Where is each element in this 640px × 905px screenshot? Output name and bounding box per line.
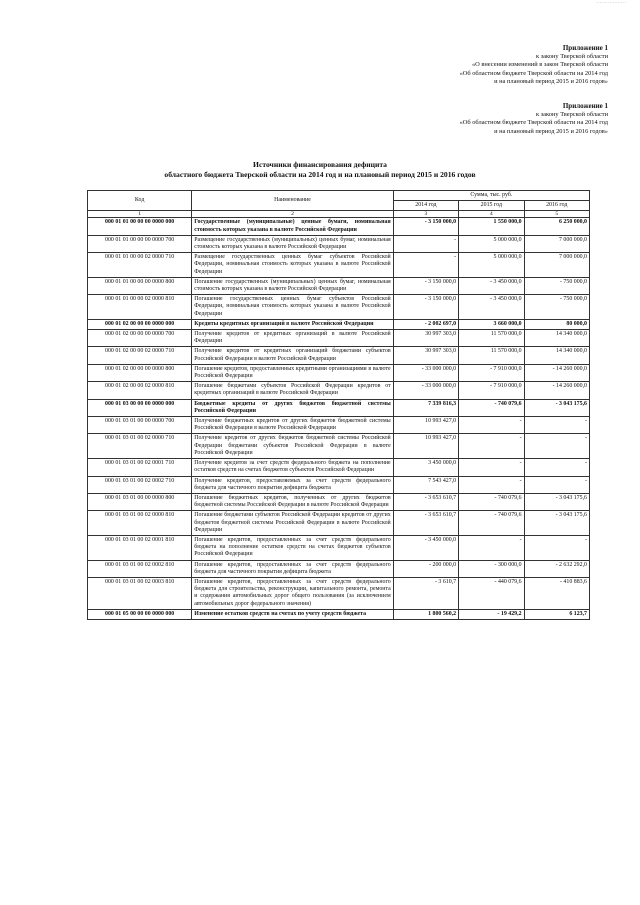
row-code: 000 01 03 01 00 02 0003 810	[88, 577, 192, 609]
row-value-2015: 3 660 000,0	[459, 319, 524, 329]
appendix-main-line: «Об областном бюджете Тверской области на 2014 год	[459, 69, 608, 77]
column-number: 3	[393, 211, 458, 218]
row-value-2014: 7 339 816,3	[393, 399, 458, 416]
row-name: Погашение государственных ценных бумаг субъектов Российской Федерации, номинальная стоимость которых указана в валюте Российской Федерации	[192, 295, 393, 320]
header-year-2016: 2016 год	[524, 201, 589, 211]
column-number: 5	[524, 211, 589, 218]
row-value-2015: -	[459, 434, 524, 459]
row-value-2015: 11 570 000,0	[459, 347, 524, 364]
row-value-2014: 7 543 427,0	[393, 476, 458, 493]
row-code: 000 01 02 00 00 02 0000 710	[88, 347, 192, 364]
table-row	[88, 560, 590, 577]
row-value-2014: -	[393, 235, 458, 252]
row-value-2014: 3 450 000,0	[393, 459, 458, 476]
row-code: 000 01 03 01 00 02 0002 810	[88, 560, 192, 577]
row-name: Погашение кредитов, предоставленных за счет средств федерального бюджета для частичного покрытия дефицита бюджета	[192, 560, 393, 577]
header-year-2015: 2015 год	[459, 201, 524, 211]
row-value-2014: - 3 450 000,0	[393, 535, 458, 560]
table-row	[88, 577, 590, 609]
row-code: 000 01 02 00 00 00 0000 700	[88, 330, 192, 347]
table-row	[88, 459, 590, 476]
table-header-row	[88, 191, 590, 201]
appendix-sub-heading: Приложение 1	[562, 102, 608, 110]
row-code: 000 01 03 01 00 00 0000 800	[88, 493, 192, 510]
row-value-2015: -	[459, 417, 524, 434]
row-value-2016: - 750 000,0	[524, 295, 589, 320]
row-code: 000 01 01 00 00 02 0000 710	[88, 253, 192, 278]
row-value-2015: -	[459, 476, 524, 493]
row-value-2016: - 3 043 175,6	[524, 511, 589, 536]
row-value-2016: 7 000 000,0	[524, 235, 589, 252]
appendix-main-line: «О внесении изменений в закон Тверской области	[471, 61, 608, 69]
row-name: Погашение бюджетами субъектов Российской Федерации кредитов от других бюджетов бюджетной системы Российской Федерации в валюте Российской Федерации	[192, 511, 393, 536]
row-name: Государственные (муниципальные) ценные бумаги, номинальная стоимость которых указана в валюте Российской Федерации	[192, 218, 393, 235]
row-value-2016: - 410 883,6	[524, 577, 589, 609]
row-name: Погашение бюджетных кредитов, полученных от других бюджетов бюджетной системы Российской Федерации в валюте Российской Федерации	[192, 493, 393, 510]
row-code: 000 01 03 01 00 00 0000 700	[88, 417, 192, 434]
row-value-2016: 14 340 000,0	[524, 347, 589, 364]
row-code: 000 01 02 00 00 00 0000 000	[88, 319, 192, 329]
column-number: 4	[459, 211, 524, 218]
row-value-2016: - 14 260 000,0	[524, 364, 589, 381]
table-row	[88, 382, 590, 399]
row-value-2015: - 3 450 000,0	[459, 295, 524, 320]
table-row	[88, 535, 590, 560]
header-name: Наименование	[192, 191, 393, 211]
row-value-2016: - 3 043 175,6	[524, 493, 589, 510]
row-name: Получение бюджетных кредитов от других бюджетов бюджетной системы Российской Федерации в валюте Российской Федерации	[192, 417, 393, 434]
row-value-2015: - 19 429,2	[459, 609, 524, 619]
title-line-2: областного бюджета Тверской области на 2014 год и на плановый период 2015 и 2016 годов	[164, 170, 476, 179]
row-value-2014: - 33 000 000,0	[393, 364, 458, 381]
row-value-2016: -	[524, 535, 589, 560]
header-year-2014: 2014 год	[393, 201, 458, 211]
table-row	[88, 417, 590, 434]
table-row	[88, 609, 590, 619]
row-code: 000 01 03 01 00 02 0000 810	[88, 511, 192, 536]
row-value-2015: - 3 450 000,0	[459, 277, 524, 294]
appendix-sub-line: и на плановый период 2015 и 2016 годов»	[494, 127, 608, 135]
row-code: 000 01 03 01 00 02 0001 710	[88, 459, 192, 476]
table-row	[88, 493, 590, 510]
row-value-2016: 6 123,7	[524, 609, 589, 619]
row-value-2016: 80 000,0	[524, 319, 589, 329]
row-value-2015: - 440 079,6	[459, 577, 524, 609]
table-row	[88, 364, 590, 381]
appendix-main	[460, 44, 608, 87]
table-row	[88, 295, 590, 320]
row-value-2014: - 3 150 000,0	[393, 295, 458, 320]
row-code: 000 01 02 00 00 02 0000 810	[88, 382, 192, 399]
appendix-main-heading: Приложение 1	[562, 44, 608, 52]
row-value-2016: -	[524, 417, 589, 434]
row-value-2016: -	[524, 434, 589, 459]
row-value-2014: 30 997 303,0	[393, 347, 458, 364]
table-body	[88, 218, 590, 620]
row-value-2015: 11 570 000,0	[459, 330, 524, 347]
row-value-2016: - 2 632 292,0	[524, 560, 589, 577]
row-name: Погашение кредитов, предоставленных кредитными организациями в валюте Российской Федерации	[192, 364, 393, 381]
row-value-2014: - 3 150 000,0	[393, 218, 458, 235]
row-value-2015: - 300 000,0	[459, 560, 524, 577]
row-name: Получение кредитов за счет средств федерального бюджета на пополнение остатков средств на счетах бюджетов субъектов Российской Федерации	[192, 459, 393, 476]
financing-sources-table	[87, 190, 590, 620]
row-value-2014: - 3 610,7	[393, 577, 458, 609]
appendix-sub	[460, 102, 608, 136]
row-name: Получение кредитов от кредитных организаций в валюте Российской Федерации	[192, 330, 393, 347]
row-code: 000 01 01 00 00 00 0000 800	[88, 277, 192, 294]
row-value-2015: 5 000 000,0	[459, 235, 524, 252]
row-value-2015: -	[459, 535, 524, 560]
table-row	[88, 511, 590, 536]
row-value-2014: - 200 000,0	[393, 560, 458, 577]
row-value-2016: - 3 043 175,6	[524, 399, 589, 416]
row-value-2016: - 14 260 000,0	[524, 382, 589, 399]
row-value-2015: - 7 910 000,0	[459, 382, 524, 399]
row-code: 000 01 01 00 00 02 0000 810	[88, 295, 192, 320]
row-value-2014: 10 993 427,0	[393, 434, 458, 459]
row-value-2015: 5 000 000,0	[459, 253, 524, 278]
row-value-2016: -	[524, 459, 589, 476]
row-value-2015: - 740 079,6	[459, 493, 524, 510]
table-row	[88, 434, 590, 459]
column-number: 2	[192, 211, 393, 218]
row-name: Получение кредитов, предоставляемых за счет средств федерального бюджета для частичного покрытия дефицита бюджета	[192, 476, 393, 493]
row-code: 000 01 05 00 00 00 0000 000	[88, 609, 192, 619]
row-value-2016: 6 250 000,0	[524, 218, 589, 235]
title-line-1: Источники финансирования дефицита	[253, 160, 387, 169]
row-value-2014: - 3 653 610,7	[393, 493, 458, 510]
row-name: Погашение государственных (муниципальных) ценных бумаг, номинальная стоимость которых указана в валюте Российской Федерации	[192, 277, 393, 294]
row-code: 000 01 01 00 00 00 0000 000	[88, 218, 192, 235]
row-name: Изменение остатков средств на счетах по учету средств бюджета	[192, 609, 393, 619]
row-value-2015: - 7 910 000,0	[459, 364, 524, 381]
row-value-2014: 30 997 303,0	[393, 330, 458, 347]
header-code: Код	[88, 191, 192, 211]
row-name: Получение кредитов от других бюджетов бюджетной системы Российской Федерации бюджетами субъектов Российской Федерации в валюте Российской Федерации	[192, 434, 393, 459]
row-name: Бюджетные кредиты от других бюджетов бюджетной системы Российской Федерации	[192, 399, 393, 416]
appendix-sub-line: «Об областном бюджете Тверской области на 2014 год	[459, 119, 608, 127]
table-row	[88, 330, 590, 347]
row-value-2014: - 33 000 000,0	[393, 382, 458, 399]
row-value-2016: - 750 000,0	[524, 277, 589, 294]
header-sum: Сумма, тыс. руб.	[393, 191, 589, 201]
row-name: Размещение государственных (муниципальных) ценных бумаг, номинальная стоимость которых указана в валюте Российской Федерации	[192, 235, 393, 252]
row-value-2015: 1 550 000,0	[459, 218, 524, 235]
row-value-2014: 1 800 560,2	[393, 609, 458, 619]
row-code: 000 01 03 01 00 02 0000 710	[88, 434, 192, 459]
table-row	[88, 277, 590, 294]
document-title	[0, 160, 640, 180]
row-value-2014: 10 993 427,0	[393, 417, 458, 434]
table-row	[88, 319, 590, 329]
row-code: 000 01 03 01 00 02 0002 710	[88, 476, 192, 493]
column-number: 1	[88, 211, 192, 218]
row-value-2016: 7 000 000,0	[524, 253, 589, 278]
page-stamp: ………………	[596, 0, 626, 5]
row-code: 000 01 03 01 00 02 0001 810	[88, 535, 192, 560]
table-row	[88, 218, 590, 235]
table-row	[88, 347, 590, 364]
row-name: Погашение кредитов, предоставленных за счет средств федерального бюджета для строительства, реконструкции, капитального ремонта, ремонта и содержания автомобильных дорог общего пользования (за исключением автомобильных дорог федерального значения)	[192, 577, 393, 609]
row-name: Размещение государственных ценных бумаг субъектов Российской Федерации, номинальная стоимость которых указана в валюте Российской Федерации	[192, 253, 393, 278]
row-name: Погашение бюджетами субъектов Российской Федерации кредитов от кредитных организаций в валюте Российской Федерации	[192, 382, 393, 399]
table-row	[88, 399, 590, 416]
row-value-2015: - 740 079,6	[459, 399, 524, 416]
appendix-main-line: и на плановый период 2015 и 2016 годов»	[494, 78, 608, 86]
table-row	[88, 235, 590, 252]
table-column-numbers-row	[88, 211, 590, 218]
table-row	[88, 253, 590, 278]
row-value-2015: - 740 079,6	[459, 511, 524, 536]
row-value-2016: 14 340 000,0	[524, 330, 589, 347]
appendix-main-line: к закону Тверской области	[535, 52, 608, 60]
row-value-2014: - 3 653 610,7	[393, 511, 458, 536]
row-value-2016: -	[524, 476, 589, 493]
table-row	[88, 476, 590, 493]
row-name: Кредиты кредитных организаций в валюте Российской Федерации	[192, 319, 393, 329]
row-code: 000 01 01 00 00 00 0000 700	[88, 235, 192, 252]
row-name: Погашение кредитов, предоставленных за счет средств федерального бюджета на пополнение остатков средств на счетах бюджетов субъектов Российской Федерации	[192, 535, 393, 560]
row-name: Получение кредитов от кредитных организаций бюджетами субъектов Российской Федерации в валюте Российской Федерации	[192, 347, 393, 364]
row-code: 000 01 02 00 00 00 0000 800	[88, 364, 192, 381]
row-value-2014: - 2 002 697,0	[393, 319, 458, 329]
row-value-2014: -	[393, 253, 458, 278]
row-value-2015: -	[459, 459, 524, 476]
row-value-2014: - 3 150 000,0	[393, 277, 458, 294]
row-code: 000 01 03 00 00 00 0000 000	[88, 399, 192, 416]
appendix-sub-line: к закону Тверской области	[535, 110, 608, 118]
